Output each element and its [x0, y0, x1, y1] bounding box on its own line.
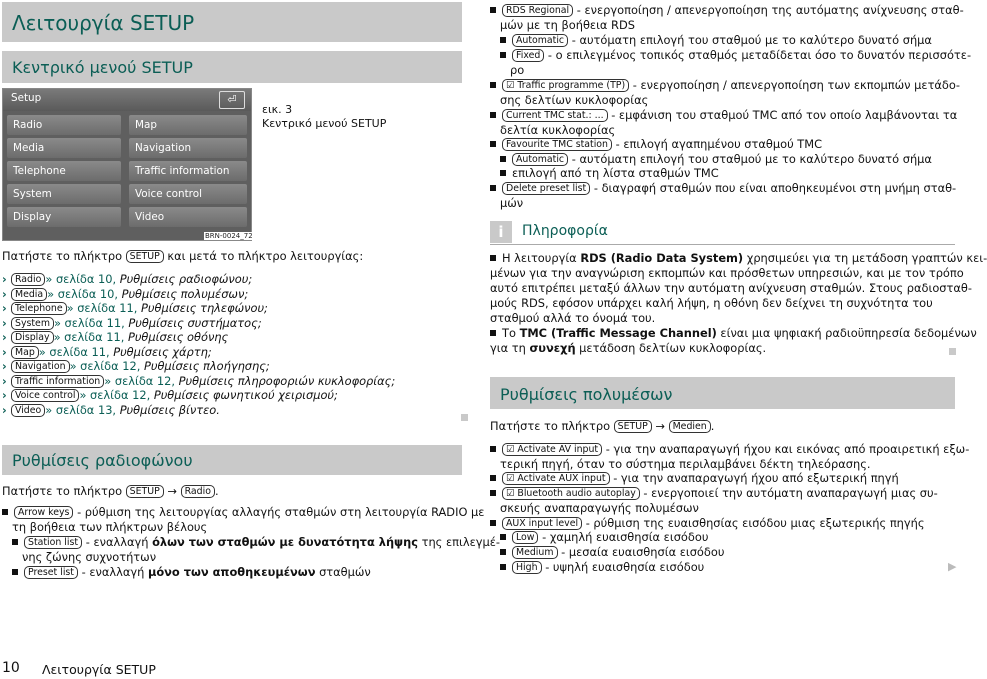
preset-list-bold: μόνο των αποθηκευμένων — [147, 565, 316, 579]
level-medium-item — [500, 545, 724, 559]
menu-link-item — [2, 359, 270, 373]
menu-cell-radio: Radio — [7, 115, 121, 135]
chevron-right-icon: › — [2, 344, 7, 359]
current-tmc-key: Current TMC stat.: ... — [502, 109, 608, 122]
menu-link-desc: Ρυθμίσεις ραδιοφώνου; — [119, 272, 253, 286]
preset-list-key: Preset list — [24, 566, 78, 579]
traffic-programme-item — [490, 78, 960, 92]
menu-cell-video: Video — [129, 207, 247, 227]
menu-link-desc: Ρυθμίσεις οθόνης — [127, 330, 229, 344]
high-key: High — [512, 561, 542, 574]
medien-key: Medien — [669, 420, 711, 433]
page-number: 10 — [2, 660, 20, 676]
favourite-text: - επιλογή αγαπημένου σταθμού TMC — [615, 137, 823, 151]
page-link[interactable]: » σελίδα 11, — [53, 315, 125, 330]
info-p2 — [490, 326, 977, 340]
tp-text-2: σης δελτίων κυκλοφορίας — [500, 93, 649, 107]
preset-list-text: - εναλλαγή — [81, 565, 148, 579]
bullet-icon — [490, 255, 496, 261]
radio-press-line — [2, 484, 219, 498]
menu-link-item — [2, 287, 248, 301]
info-p2-l1: είναι μια ψηφιακή ραδιοϋπηρεσία δεδομένων — [716, 326, 977, 340]
radio-key: Radio — [181, 485, 215, 498]
bluetooth-autoplay-key: ☑ Bluetooth audio autoplay — [502, 487, 640, 500]
menu-link-item — [2, 403, 220, 417]
menu-link-desc: Ρυθμίσεις βίντεο. — [119, 402, 220, 417]
menu-link-desc: Ρυθμίσεις πληροφοριών κυκλοφορίας; — [178, 373, 396, 388]
bullet-icon — [490, 7, 496, 13]
medium-text: - μεσαία ευαισθησία εισόδου — [561, 545, 725, 559]
chevron-right-icon: › — [2, 272, 7, 286]
media-press-pre: Πατήστε το πλήκτρο — [490, 419, 611, 433]
info-p2-line2 — [490, 341, 766, 355]
bullet-icon — [500, 564, 506, 570]
arrow-keys-text: - ρύθμιση της λειτουργίας αλλαγής σταθμών στη λειτουργία RADIO με — [77, 505, 485, 519]
menu-link-item — [2, 316, 262, 330]
rds-text: - ενεργοποίηση / απενεργοποίηση της αυτόματης ανίχνευσης σταθ- — [576, 3, 964, 17]
info-p2-l2a: για τη — [490, 341, 530, 355]
current-text: - εμφάνιση του σταθμού TMC από τον οποίο λαμβάνονται τα — [611, 108, 958, 122]
menu-key: Map — [11, 346, 39, 359]
delete-preset-item — [490, 181, 956, 195]
bullet-icon — [500, 549, 506, 555]
arrow-icon: → — [655, 419, 665, 433]
av-text: - για την αναπαραγωγή ήχου και εικόνας από προαιρετική εξω- — [605, 442, 970, 456]
bullet-icon — [490, 446, 496, 452]
intro-post: και μετά το πλήκτρο λειτουργίας: — [167, 249, 364, 263]
page-link[interactable]: » σελίδα 11, — [66, 301, 138, 315]
bluetooth-item — [490, 486, 938, 500]
arrow-keys-item — [2, 505, 484, 519]
end-marker-1 — [461, 410, 468, 424]
chevron-right-icon: › — [2, 315, 7, 330]
bullet-icon — [490, 185, 496, 191]
high-text: - υψηλή ευαισθησία εισόδου — [545, 560, 705, 574]
page-link[interactable]: » σελίδα 12, — [79, 388, 151, 402]
page-title: Λειτουργία SETUP — [2, 2, 462, 42]
info-header — [490, 221, 955, 243]
bt-text: - ενεργοποιεί την αυτόματη αναπαραγωγή μιας συ- — [643, 486, 938, 500]
setup-menu-figure — [2, 88, 252, 241]
current-text-2: δελτία κυκλοφορίας — [500, 123, 616, 137]
chevron-right-icon: › — [2, 359, 7, 373]
menu-key: System — [11, 317, 54, 330]
menu-link-item — [2, 345, 212, 359]
bullet-icon — [490, 520, 496, 526]
bullet-icon — [490, 490, 496, 496]
screen-header-title: Setup — [11, 92, 42, 104]
footer-title: Λειτουργία SETUP — [42, 662, 156, 677]
delete-text-2: μών — [500, 196, 524, 210]
bullet-icon — [500, 534, 506, 540]
station-list-text-2: της επιλεγμέ- — [417, 535, 500, 549]
info-p1-l2: μένων για την αναγνώριση εκπομπών και πρόσθετων υπηρεσιών, και με τον τρόπο — [490, 266, 964, 280]
menu-key: Video — [11, 404, 45, 417]
info-p1 — [490, 251, 987, 265]
info-p1-l5: σταθμού αλλά το όνομά του. — [490, 311, 656, 325]
info-p1-bold: RDS (Radio Data System) — [580, 251, 744, 265]
menu-link-desc: Ρυθμίσεις πλοήγησης; — [143, 359, 270, 373]
screen-header — [3, 89, 251, 111]
menu-key: Media — [11, 288, 47, 301]
page-link[interactable]: » σελίδα 11, — [53, 330, 125, 344]
preset-list-text-2: σταθμών — [315, 565, 371, 579]
page-link[interactable]: » σελίδα 11, — [38, 344, 110, 359]
automatic-key: Automatic — [512, 34, 568, 47]
menu-key: Navigation — [11, 360, 70, 373]
current-tmc-item — [490, 108, 957, 122]
info-p1-l3: αυτό επιτρέπει μεταξύ άλλων την αυτόματη ανίχνευση σταθμών. Στους ραδιοσταθ- — [490, 281, 972, 295]
arrow-keys-text-2: τη βοήθεια των πλήκτρων βέλους — [12, 520, 208, 534]
bullet-icon — [2, 509, 8, 515]
radio-settings-heading: Ρυθμίσεις ραδιοφώνου — [2, 445, 462, 475]
fixed-item — [500, 48, 971, 62]
menu-link-desc: Ρυθμίσεις χάρτη; — [113, 344, 212, 359]
chevron-right-icon: › — [2, 373, 7, 388]
menu-link-item — [2, 272, 252, 286]
bullet-icon — [490, 82, 496, 88]
menu-cell-voice-control: Voice control — [129, 184, 247, 204]
list-choice-text: επιλογή από τη λίστα σταθμών TMC — [512, 166, 719, 180]
info-p2-l2c: μετάδοση δελτίων κυκλοφορίας. — [575, 341, 767, 355]
page-link[interactable]: » σελίδα 10, — [47, 286, 118, 301]
bullet-icon — [500, 37, 506, 43]
info-p2-l2b: συνεχή — [529, 341, 576, 355]
menu-link-item — [2, 301, 268, 315]
level-low-item — [500, 530, 708, 544]
figure-caption: Κεντρικό μενού SETUP — [262, 117, 387, 130]
list-choice-item — [500, 166, 719, 180]
station-list-text-3: νης ζώνης συχνοτήτων — [22, 550, 157, 564]
av-input-item — [490, 442, 969, 456]
figure-label: εικ. 3 — [262, 103, 293, 116]
low-text: - χαμηλή ευαισθησία εισόδου — [542, 530, 709, 544]
level-high-item — [500, 560, 704, 574]
activate-aux-input-key: ☑ Activate AUX input — [502, 472, 610, 485]
arrow-keys-key: Arrow keys — [14, 506, 73, 519]
radio-press-pre: Πατήστε το πλήκτρο — [2, 484, 123, 498]
section-title: Κεντρικό μενού SETUP — [2, 51, 462, 83]
favourite-tmc-key: Favourite TMC station — [502, 138, 612, 151]
chevron-right-icon: › — [2, 301, 7, 315]
traffic-programme-key: ☑ Traffic programme (TP) — [502, 79, 629, 92]
bullet-icon — [12, 539, 18, 545]
medium-key: Medium — [512, 546, 558, 559]
info-p1-pre: Η λειτουργία — [502, 251, 581, 265]
activate-av-input-key: ☑ Activate AV input — [502, 443, 602, 456]
bullet-icon — [500, 156, 506, 162]
menu-cell-traffic-information: Traffic information — [129, 161, 247, 181]
bullet-icon — [490, 141, 496, 147]
info-p1-l4: μούς RDS, εφόσον υπάρχει καλή λήψη, η οθόνη δεν δείχνει τη συχνότητα του — [490, 296, 933, 310]
aux-level-item — [490, 516, 925, 530]
menu-cell-telephone: Telephone — [7, 161, 121, 181]
page-link[interactable]: » σελίδα 12, — [69, 359, 141, 373]
automatic2-text: - αυτόματη επιλογή του σταθμού με το καλύτερο δυνατό σήμα — [571, 152, 932, 166]
tp-text: - ενεργοποίηση / απενεργοποίηση των εκπομπών μετάδο- — [632, 78, 960, 92]
preset-list-item — [12, 565, 371, 579]
figure-ref: BRN-0024_72 — [205, 232, 253, 240]
station-list-key: Station list — [24, 536, 82, 549]
bt-text-2: σκευής αναπαραγωγής πολυμέσων — [500, 501, 699, 515]
info-p1-l1: χρησιμεύει για τη μετάδοση γραπτών κει- — [743, 251, 987, 265]
fixed-text-2: ρο — [510, 63, 525, 77]
bullet-icon — [490, 330, 496, 336]
automatic-text: - αυτόματη επιλογή του σταθμού με το καλύτερο δυνατό σήμα — [571, 33, 932, 47]
media-settings-heading: Ρυθμίσεις πολυμέσων — [490, 377, 955, 409]
av-text-2: τερική πηγή, όταν το σύστημα περιλαμβάνει δέκτη τηλεόρασης. — [500, 457, 871, 471]
arrow-icon: → — [167, 484, 177, 498]
menu-cell-map: Map — [129, 115, 247, 135]
chevron-right-icon: › — [2, 388, 7, 402]
next-arrow-icon: ▶ — [948, 560, 957, 573]
menu-key: Traffic information — [11, 375, 104, 388]
menu-cell-display: Display — [7, 207, 121, 227]
delete-text: - διαγραφή σταθμών που είναι αποθηκευμένοι στη μνήμη σταθ- — [593, 181, 957, 195]
menu-cell-system: System — [7, 184, 121, 204]
menu-key: Display — [11, 331, 54, 344]
media-press-line — [490, 419, 714, 433]
info-p2-pre: Το — [502, 326, 520, 340]
bullet-icon — [500, 52, 506, 58]
menu-link-item — [2, 330, 228, 344]
delete-preset-key: Delete preset list — [502, 182, 590, 195]
fixed-text: - ο επιλεγμένος τοπικός σταθμός μεταδίδεται όσο το δυνατόν περισσότε- — [547, 48, 972, 62]
fixed-key: Fixed — [512, 49, 544, 62]
menu-link-item — [2, 374, 395, 388]
menu-key: Radio — [11, 273, 45, 286]
aux-input-item — [490, 471, 899, 485]
automatic-item — [500, 33, 932, 47]
rds-regional-key: RDS Regional — [502, 4, 573, 17]
rds-regional-item — [490, 3, 964, 17]
menu-link-desc: Ρυθμίσεις τηλεφώνου; — [141, 301, 268, 315]
dot: . — [710, 419, 715, 433]
dot: . — [214, 484, 219, 498]
menu-link-desc: Ρυθμίσεις φωνητικού χειρισμού; — [153, 388, 338, 402]
chevron-right-icon: › — [2, 286, 7, 301]
bullet-icon — [490, 475, 496, 481]
aux-level-text: - ρύθμιση της ευαισθησίας εισόδου μιας εξωτερικής πηγής — [585, 516, 925, 530]
chevron-right-icon: › — [2, 402, 7, 417]
rds-text-2: μών με τη βοήθεια RDS — [500, 18, 635, 32]
page-link[interactable]: » σελίδα 13, — [45, 402, 117, 417]
media-setup-key: SETUP — [614, 420, 652, 433]
menu-cell-media: Media — [7, 138, 121, 158]
station-list-bold: όλων των σταθμών με δυνατότητα λήψης — [152, 535, 418, 549]
bullet-icon — [12, 569, 18, 575]
station-list-item — [12, 535, 500, 549]
bullet-icon — [490, 112, 496, 118]
info-heading: Πληροφορία — [522, 223, 608, 239]
info-divider — [490, 244, 955, 245]
automatic-tmc-key: Automatic — [512, 153, 568, 166]
page-link[interactable]: » σελίδα 10, — [45, 272, 117, 286]
menu-key: Telephone — [11, 302, 67, 315]
menu-key: Voice control — [11, 389, 79, 402]
intro-pre: Πατήστε το πλήκτρο — [2, 249, 123, 263]
station-list-text: - εναλλαγή — [85, 535, 153, 549]
menu-link-desc: Ρυθμίσεις συστήματος; — [128, 315, 262, 330]
favourite-tmc-item — [490, 137, 822, 151]
info-p2-bold: TMC (Traffic Message Channel) — [519, 326, 717, 340]
end-marker-2 — [949, 344, 956, 358]
menu-link-desc: Ρυθμίσεις πολυμέσων; — [121, 286, 249, 301]
info-icon: i — [490, 221, 512, 243]
aux-input-level-key: AUX input level — [502, 517, 582, 530]
menu-link-item — [2, 388, 338, 402]
intro-line — [2, 249, 363, 263]
page-link[interactable]: » σελίδα 12, — [104, 373, 176, 388]
chevron-right-icon: › — [2, 330, 7, 344]
menu-cell-navigation: Navigation — [129, 138, 247, 158]
automatic-tmc-item — [500, 152, 932, 166]
low-key: Low — [512, 531, 538, 544]
setup-key: SETUP — [126, 250, 164, 263]
aux-text: - για την αναπαραγωγή ήχου από εξωτερική πηγή — [613, 471, 899, 485]
back-icon: ⏎ — [219, 91, 245, 109]
bullet-icon — [500, 170, 506, 176]
radio-setup-key: SETUP — [126, 485, 164, 498]
